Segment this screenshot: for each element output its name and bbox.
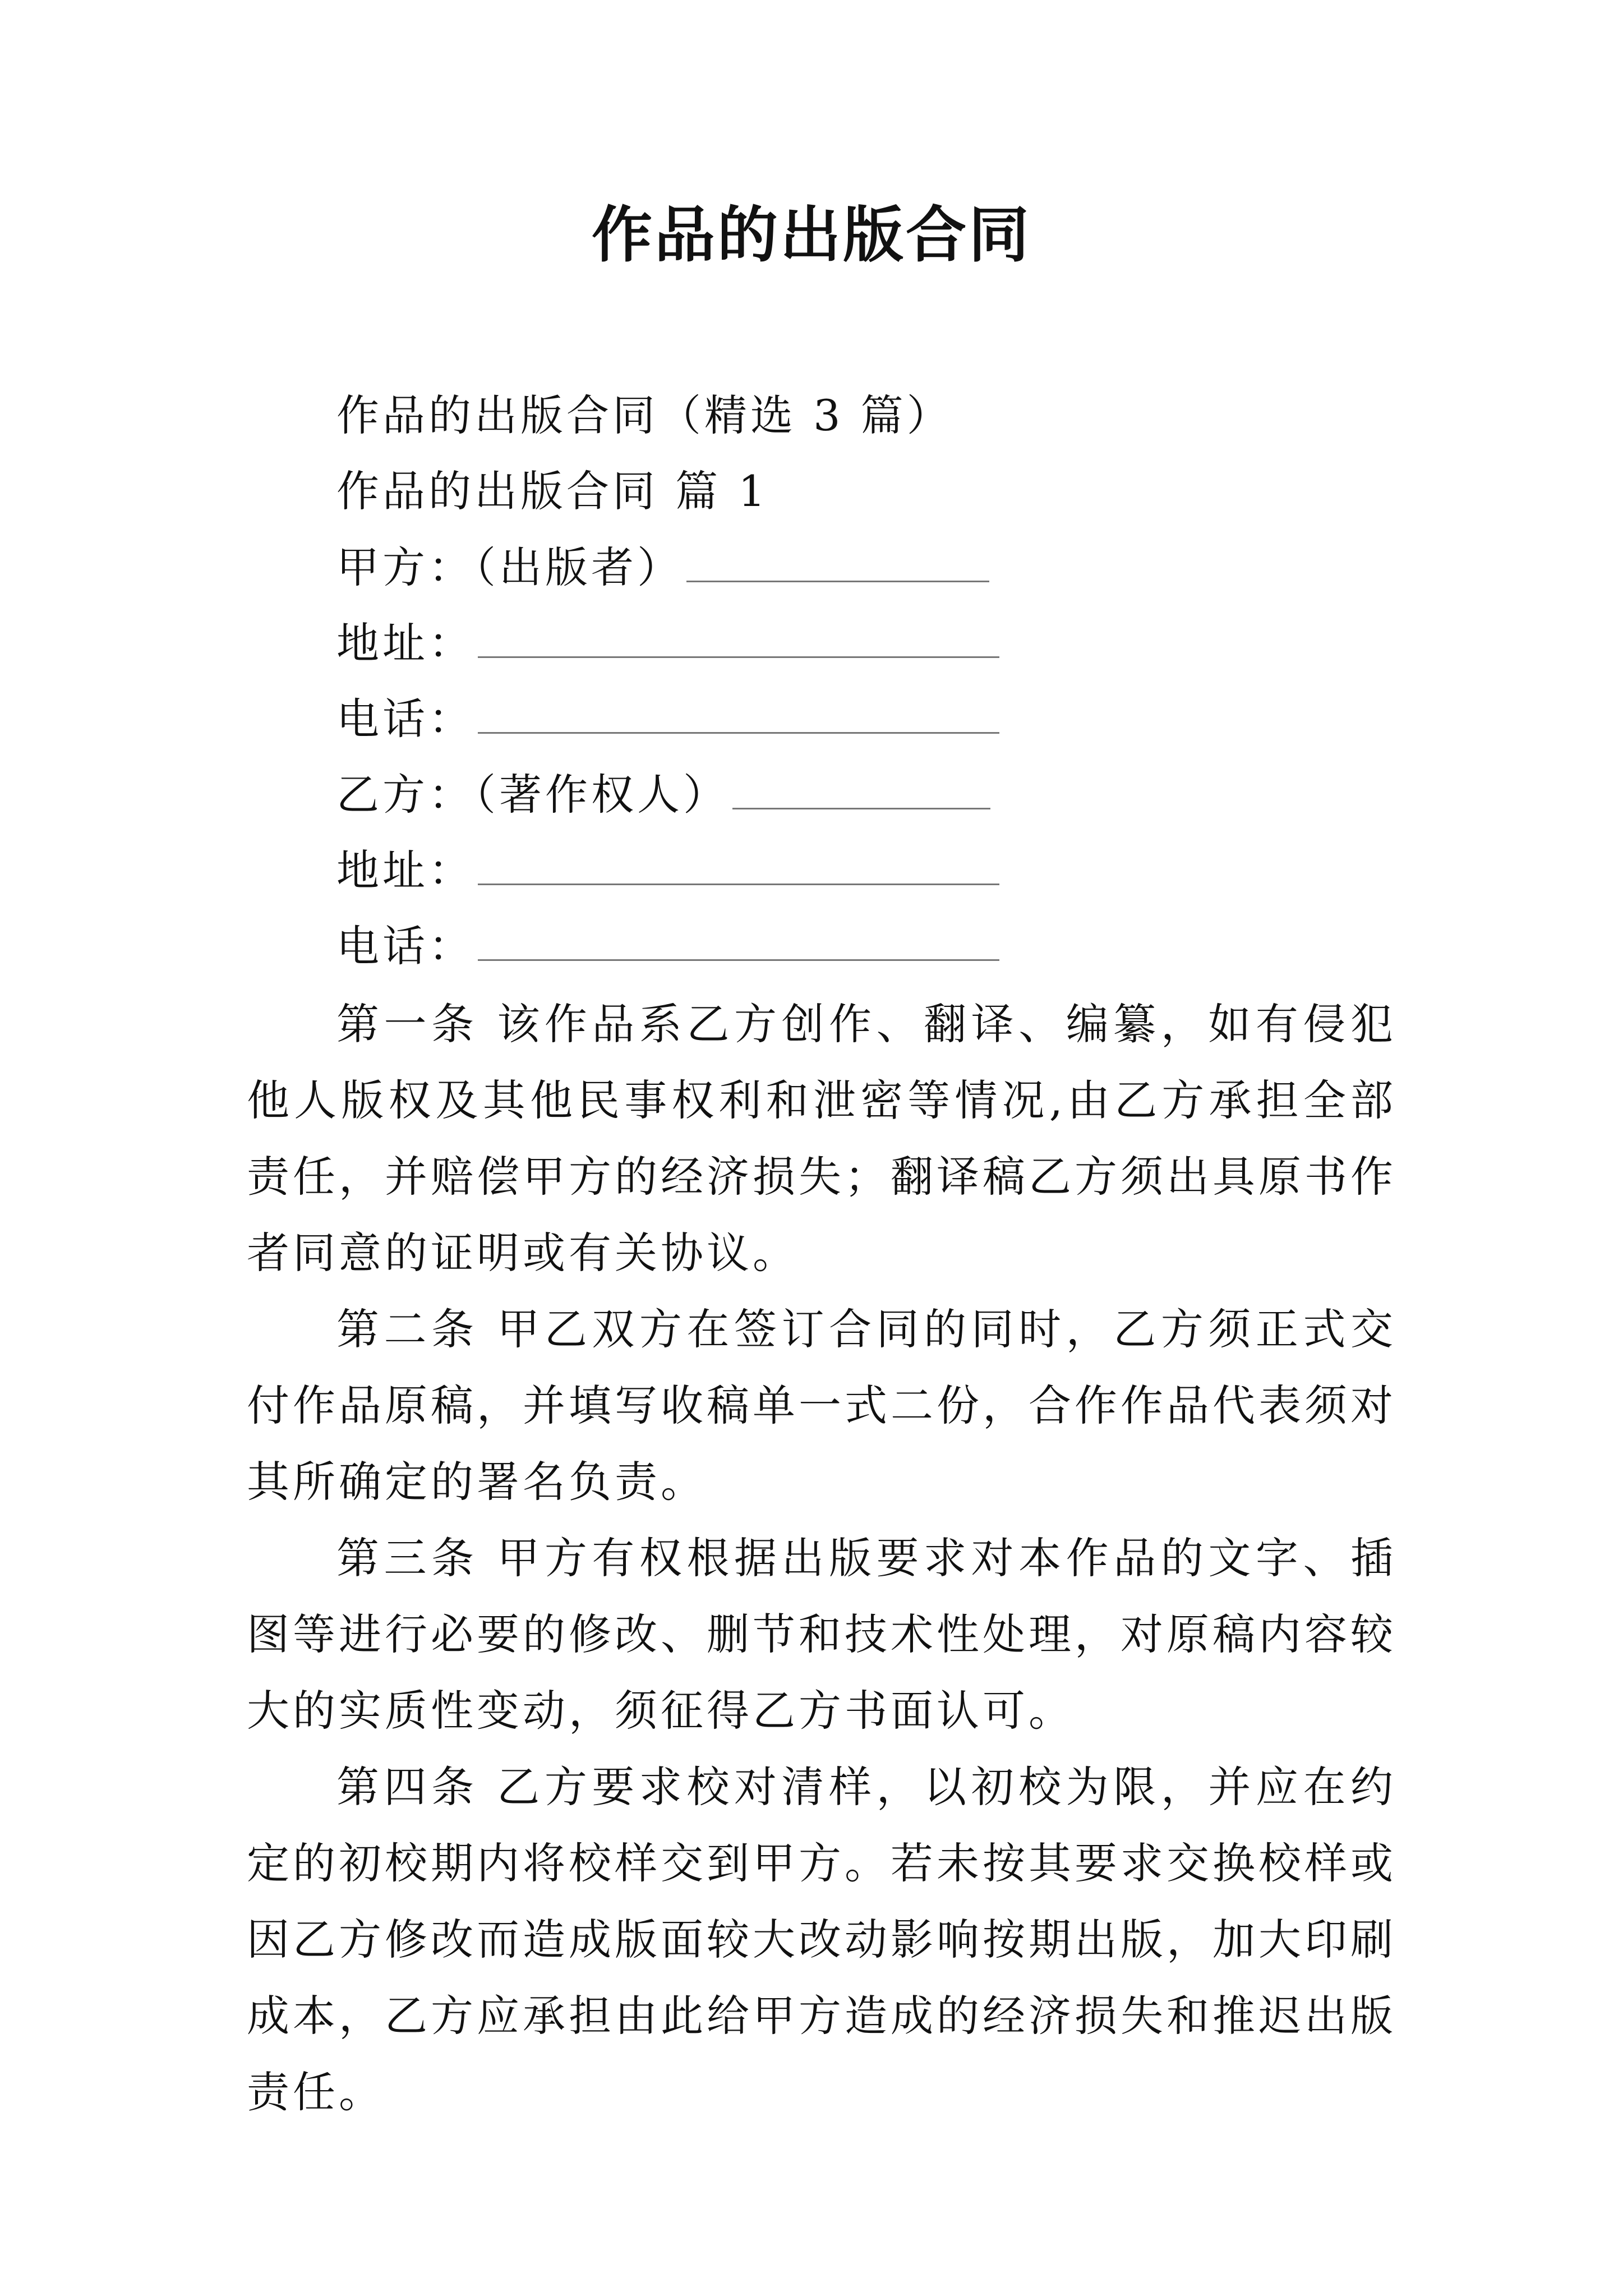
clause-4: 第四条 乙方要求校对清样，以初校为限，并应在约定的初校期内将校样交到甲方。若未按其要求交换校样或因乙方修改而造成版面较大改动影响按期出版，加大印刷成本，乙方应承担由此给甲方造成的经济损失和推迟出版责任。 (247, 1762, 1396, 2117)
document-subtitle: 作品的出版合同（精选 3 篇） (336, 390, 953, 440)
party-b-phone-line (336, 920, 999, 972)
party-a-line (336, 541, 989, 593)
party-a-phone-label: 电话： (336, 694, 474, 744)
clause-2: 第二条 甲乙双方在签订合同的同时，乙方须正式交付作品原稿，并填写收稿单一式二份，合作作品代表须对其所确定的署名负责。 (247, 1304, 1396, 1507)
section-heading: 作品的出版合同 篇 1 (336, 466, 769, 516)
document-title: 作品的出版合同 (591, 200, 1031, 270)
party-b-phone-label: 电话： (336, 921, 474, 971)
party-a-name-blank[interactable] (686, 541, 989, 582)
party-b-name-blank[interactable] (732, 769, 990, 809)
party-a-label: 甲方：（出版者） (336, 542, 683, 592)
party-b-phone-blank[interactable] (478, 920, 999, 961)
party-b-address-label: 地址： (336, 845, 474, 895)
party-a-address-label: 地址： (336, 618, 474, 668)
party-a-address-blank[interactable] (478, 617, 999, 658)
clause-1: 第一条 该作品系乙方创作、翻译、编纂，如有侵犯他人版权及其他民事权利和泄密等情况,由乙方承担全部责任，并赔偿甲方的经济损失；翻译稿乙方须出具原书作者同意的证明或有关协议。 (247, 999, 1396, 1278)
party-b-address-line (336, 844, 999, 896)
party-a-phone-blank[interactable] (478, 693, 999, 734)
party-a-phone-line (336, 693, 999, 744)
party-a-address-line (336, 617, 999, 669)
party-b-label: 乙方：（著作权人） (336, 770, 729, 820)
party-b-line (336, 769, 990, 820)
clause-3: 第三条 甲方有权根据出版要求对本作品的文字、插图等进行必要的修改、删节和技术性处理，对原稿内容较大的实质性变动，须征得乙方书面认可。 (247, 1533, 1396, 1736)
party-b-address-blank[interactable] (478, 844, 999, 885)
